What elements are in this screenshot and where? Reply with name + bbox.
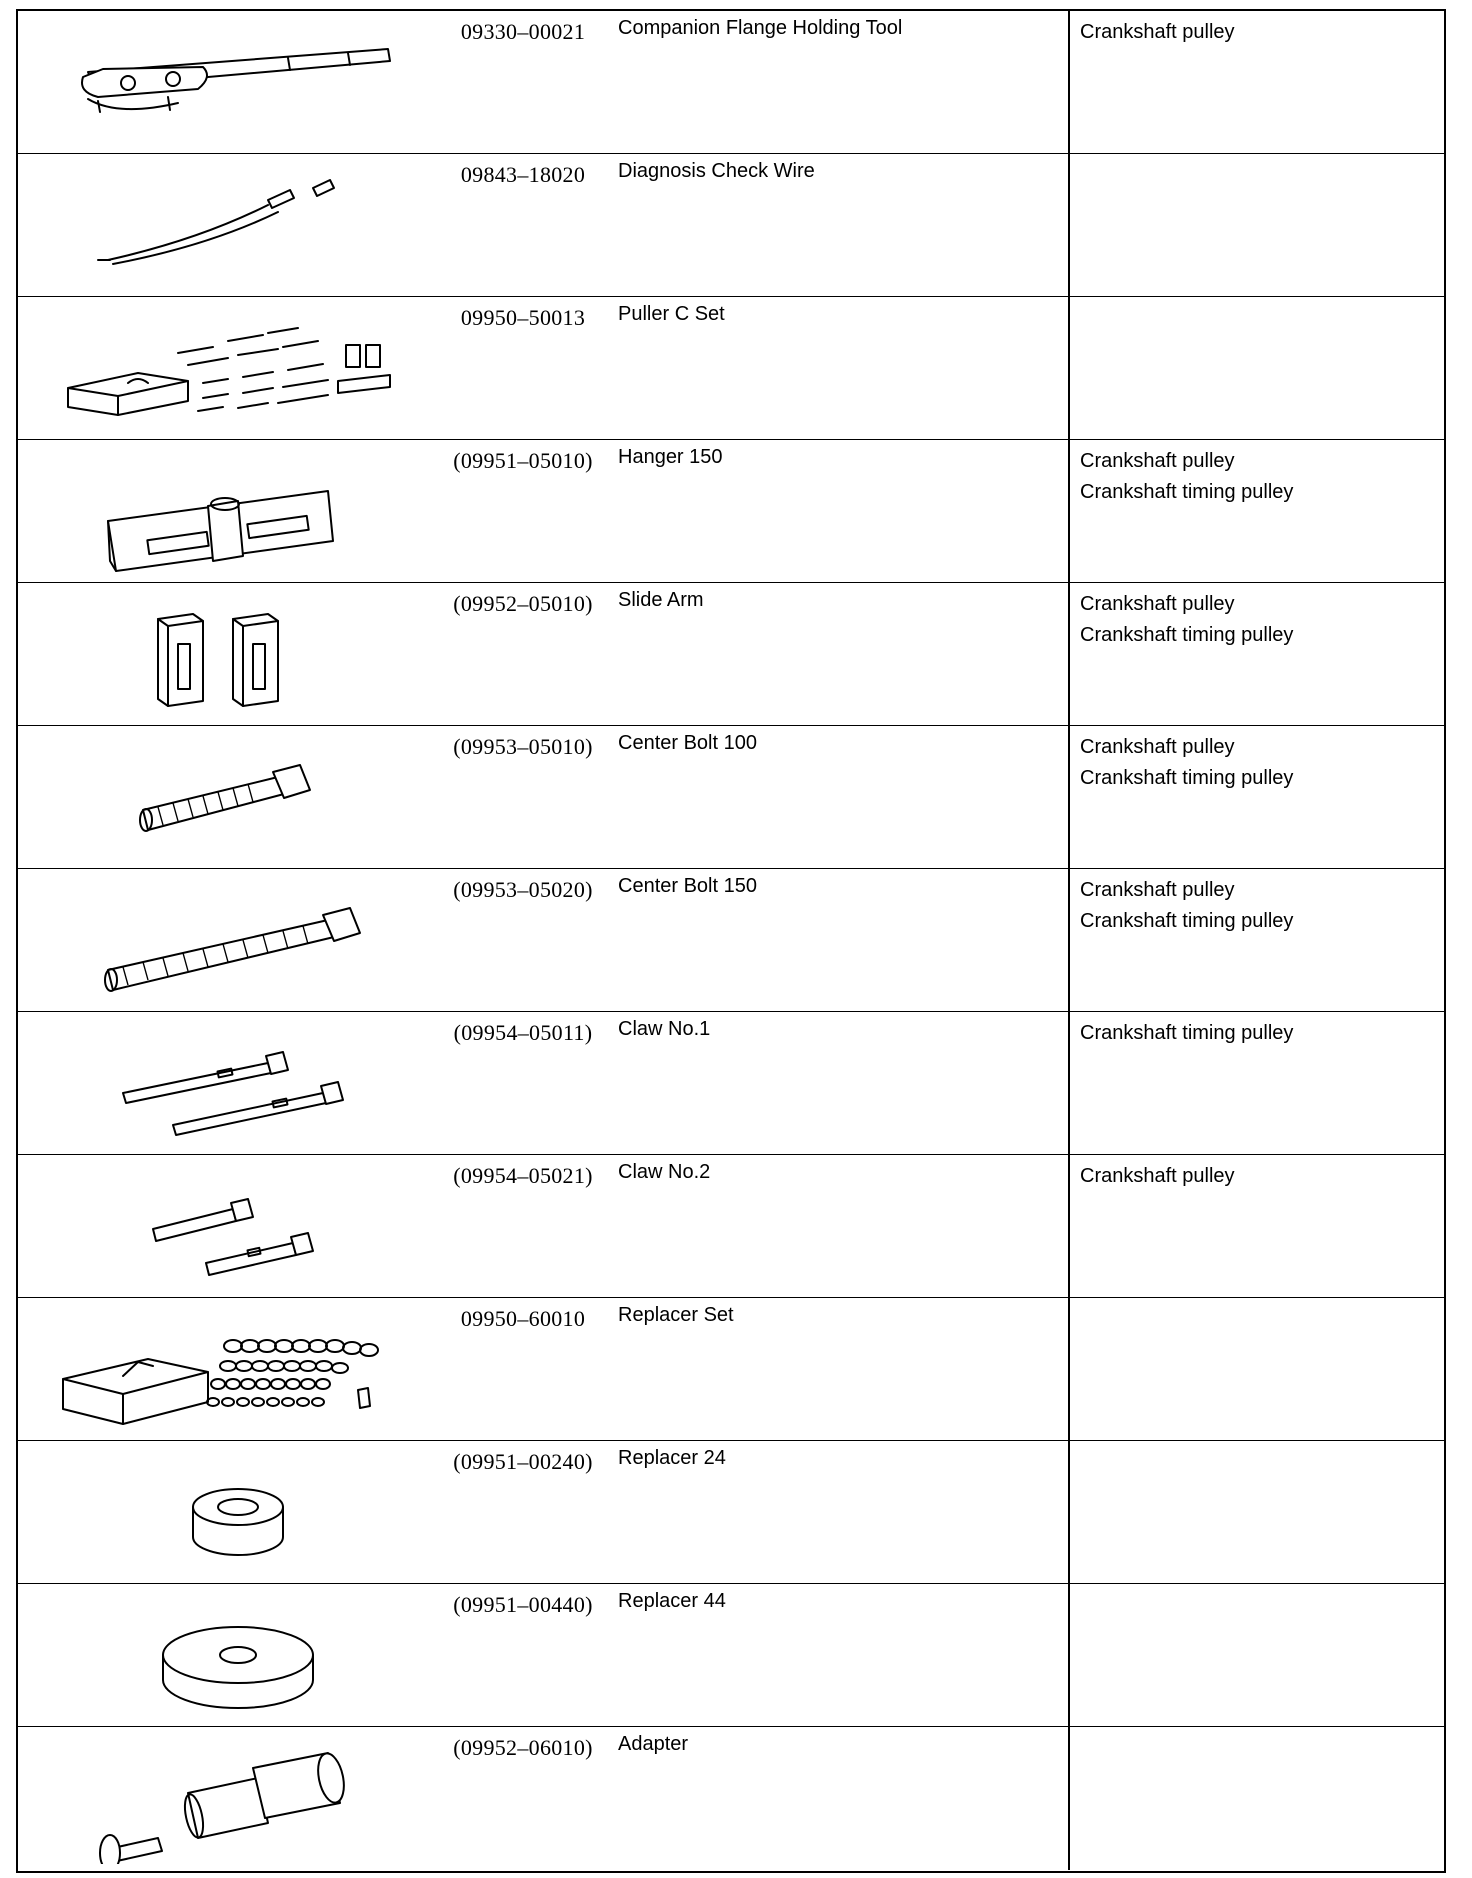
column-divider — [1068, 1584, 1070, 1726]
replacer-24-illustration — [28, 1447, 428, 1578]
tool-name: Claw No.1 — [618, 1018, 711, 1040]
tool-name: Replacer Set — [618, 1304, 734, 1326]
table-row — [18, 1441, 1444, 1584]
usage-item: Crankshaft pulley — [1080, 736, 1235, 758]
part-number: (09954–05011) — [453, 1020, 593, 1045]
table-row — [18, 1012, 1444, 1155]
part-number: (09951–00240) — [453, 1449, 593, 1474]
table-row — [18, 297, 1444, 440]
part-number: (09953–05020) — [453, 877, 593, 902]
hanger-illustration — [28, 446, 428, 577]
usage-item: Crankshaft timing pulley — [1080, 767, 1294, 789]
table-row — [18, 1298, 1444, 1441]
tool-name: Center Bolt 100 — [618, 732, 757, 754]
column-divider — [1068, 1155, 1070, 1297]
table-row — [18, 1155, 1444, 1298]
column-divider — [1068, 1727, 1070, 1870]
column-divider — [1068, 11, 1070, 153]
adapter-illustration — [28, 1733, 428, 1864]
tool-name: Puller C Set — [618, 303, 725, 325]
part-number: 09950–60010 — [460, 1306, 586, 1331]
usage-item: Crankshaft timing pulley — [1080, 1022, 1294, 1044]
usage-item: Crankshaft timing pulley — [1080, 481, 1294, 503]
usage-list — [1080, 875, 1440, 937]
part-number: 09330–00021 — [460, 19, 586, 44]
table-row — [18, 440, 1444, 583]
column-divider — [1068, 869, 1070, 1011]
tool-name: Replacer 24 — [618, 1447, 726, 1469]
part-number: 09950–50013 — [460, 305, 586, 330]
part-number: (09953–05010) — [453, 734, 593, 759]
part-number: (09952–05010) — [453, 591, 593, 616]
part-number: (09951–05010) — [453, 448, 593, 473]
puller-c-set-illustration — [28, 303, 428, 434]
tool-name: Companion Flange Holding Tool — [618, 17, 903, 39]
tool-name: Slide Arm — [618, 589, 704, 611]
usage-item: Crankshaft pulley — [1080, 21, 1235, 43]
table-row — [18, 1727, 1444, 1870]
usage-item: Crankshaft pulley — [1080, 1165, 1235, 1187]
usage-list — [1080, 17, 1440, 48]
companion-flange-holding-tool-illustration — [28, 17, 428, 148]
table-row — [18, 1584, 1444, 1727]
usage-item: Crankshaft timing pulley — [1080, 910, 1294, 932]
table-row — [18, 154, 1444, 297]
diagnosis-check-wire-illustration — [28, 160, 428, 291]
tool-name: Diagnosis Check Wire — [618, 160, 815, 182]
column-divider — [1068, 1441, 1070, 1583]
tool-name: Center Bolt 150 — [618, 875, 757, 897]
claw-no1-illustration — [28, 1018, 428, 1149]
column-divider — [1068, 440, 1070, 582]
usage-list — [1080, 446, 1440, 508]
usage-list — [1080, 1161, 1440, 1192]
part-number: 09843–18020 — [460, 162, 586, 187]
usage-item: Crankshaft timing pulley — [1080, 624, 1294, 646]
usage-list — [1080, 732, 1440, 794]
column-divider — [1068, 583, 1070, 725]
part-number: (09952–06010) — [453, 1735, 593, 1760]
replacer-44-illustration — [28, 1590, 428, 1721]
column-divider — [1068, 297, 1070, 439]
slide-arm-illustration — [28, 589, 428, 720]
usage-list — [1080, 1018, 1440, 1049]
special-service-tools-table — [16, 9, 1446, 1873]
table-row — [18, 869, 1444, 1012]
usage-item: Crankshaft pulley — [1080, 593, 1235, 615]
part-number: (09951–00440) — [453, 1592, 593, 1617]
center-bolt-100-illustration — [28, 732, 428, 863]
tool-name: Claw No.2 — [618, 1161, 711, 1183]
column-divider — [1068, 154, 1070, 296]
column-divider — [1068, 1298, 1070, 1440]
replacer-set-illustration — [28, 1304, 428, 1435]
column-divider — [1068, 726, 1070, 868]
table-row — [18, 583, 1444, 726]
table-row — [18, 11, 1444, 154]
usage-item: Crankshaft pulley — [1080, 879, 1235, 901]
claw-no2-illustration — [28, 1161, 428, 1292]
usage-item: Crankshaft pulley — [1080, 450, 1235, 472]
tool-name: Adapter — [618, 1733, 689, 1755]
center-bolt-150-illustration — [28, 875, 428, 1006]
usage-list — [1080, 589, 1440, 651]
tool-name: Replacer 44 — [618, 1590, 726, 1612]
table-row — [18, 726, 1444, 869]
tool-name: Hanger 150 — [618, 446, 723, 468]
column-divider — [1068, 1012, 1070, 1154]
part-number: (09954–05021) — [453, 1163, 593, 1188]
